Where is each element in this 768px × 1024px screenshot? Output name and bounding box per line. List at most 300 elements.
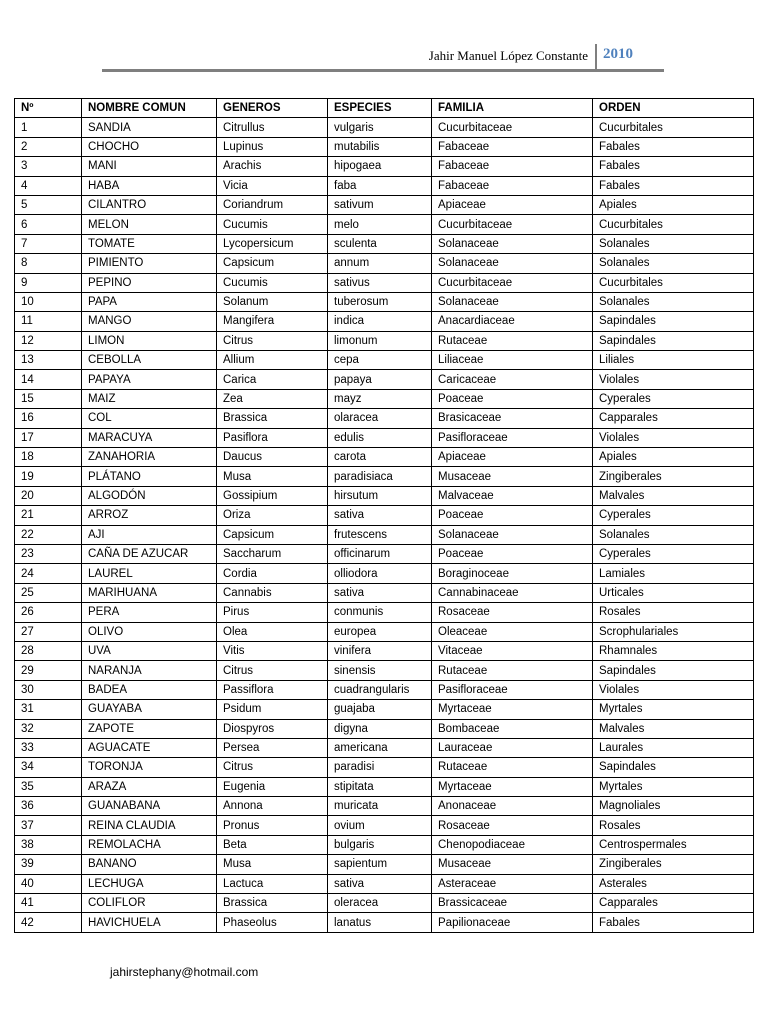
column-header-number: Nº	[15, 99, 82, 118]
cell-genus: Vitis	[217, 641, 328, 660]
table-row	[15, 331, 754, 350]
table-row	[15, 680, 754, 699]
cell-order: Cucurbitales	[593, 118, 754, 137]
column-header-common-name: NOMBRE COMUN	[82, 99, 217, 118]
cell-common-name: PERA	[82, 603, 217, 622]
cell-order: Fabales	[593, 176, 754, 195]
cell-common-name: UVA	[82, 641, 217, 660]
cell-number: 17	[15, 428, 82, 447]
table-row	[15, 467, 754, 486]
cell-genus: Solanum	[217, 292, 328, 311]
table-row	[15, 777, 754, 796]
table-row	[15, 894, 754, 913]
cell-number: 22	[15, 525, 82, 544]
table-row	[15, 409, 754, 428]
cell-number: 34	[15, 758, 82, 777]
cell-family: Myrtaceae	[432, 777, 593, 796]
table-row	[15, 583, 754, 602]
cell-family: Pasifloraceae	[432, 428, 593, 447]
table-row	[15, 370, 754, 389]
table-row	[15, 603, 754, 622]
cell-genus: Pasiflora	[217, 428, 328, 447]
cell-genus: Citrus	[217, 758, 328, 777]
cell-genus: Olea	[217, 622, 328, 641]
cell-order: Scrophulariales	[593, 622, 754, 641]
cell-number: 21	[15, 506, 82, 525]
cell-common-name: BADEA	[82, 680, 217, 699]
cell-number: 14	[15, 370, 82, 389]
cell-common-name: PLÁTANO	[82, 467, 217, 486]
cell-species: sativa	[328, 874, 432, 893]
cell-family: Brasicaceae	[432, 409, 593, 428]
cell-order: Centrospermales	[593, 835, 754, 854]
cell-order: Cyperales	[593, 544, 754, 563]
header-rule	[102, 69, 664, 72]
cell-species: paradisi	[328, 758, 432, 777]
cell-species: oleracea	[328, 894, 432, 913]
cell-genus: Psidum	[217, 700, 328, 719]
cell-common-name: CAÑA DE AZUCAR	[82, 544, 217, 563]
table-row	[15, 913, 754, 932]
cell-number: 40	[15, 874, 82, 893]
cell-species: olliodora	[328, 564, 432, 583]
table-row	[15, 719, 754, 738]
cell-family: Apiaceae	[432, 195, 593, 214]
cell-family: Malvaceae	[432, 486, 593, 505]
cell-species: conmunis	[328, 603, 432, 622]
cell-common-name: MAIZ	[82, 389, 217, 408]
author-name: Jahir Manuel López Constante	[428, 48, 588, 63]
cell-number: 32	[15, 719, 82, 738]
cell-genus: Saccharum	[217, 544, 328, 563]
cell-species: sativa	[328, 506, 432, 525]
cell-species: cepa	[328, 351, 432, 370]
cell-species: sinensis	[328, 661, 432, 680]
table-header-row	[15, 99, 754, 118]
cell-family: Myrtaceae	[432, 700, 593, 719]
cell-common-name: MELON	[82, 215, 217, 234]
table-row	[15, 855, 754, 874]
table-row	[15, 351, 754, 370]
cell-family: Cucurbitaceae	[432, 215, 593, 234]
cell-common-name: AJI	[82, 525, 217, 544]
cell-number: 1	[15, 118, 82, 137]
table-row	[15, 816, 754, 835]
cell-order: Violales	[593, 428, 754, 447]
cell-number: 12	[15, 331, 82, 350]
cell-genus: Eugenia	[217, 777, 328, 796]
cell-family: Musaceae	[432, 855, 593, 874]
cell-genus: Zea	[217, 389, 328, 408]
cell-family: Rutaceae	[432, 661, 593, 680]
cell-order: Fabales	[593, 157, 754, 176]
cell-common-name: CHOCHO	[82, 137, 217, 156]
cell-number: 4	[15, 176, 82, 195]
table-row	[15, 176, 754, 195]
cell-family: Rosaceae	[432, 603, 593, 622]
cell-genus: Pirus	[217, 603, 328, 622]
cell-family: Anonaceae	[432, 797, 593, 816]
cell-common-name: PAPA	[82, 292, 217, 311]
table-row	[15, 641, 754, 660]
cell-genus: Mangifera	[217, 312, 328, 331]
cell-family: Rosaceae	[432, 816, 593, 835]
cell-number: 38	[15, 835, 82, 854]
cell-species: paradisiaca	[328, 467, 432, 486]
cell-species: faba	[328, 176, 432, 195]
cell-order: Rosales	[593, 816, 754, 835]
cell-order: Sapindales	[593, 312, 754, 331]
cell-species: bulgaris	[328, 835, 432, 854]
cell-order: Malvales	[593, 486, 754, 505]
cell-family: Poaceae	[432, 544, 593, 563]
cell-number: 8	[15, 254, 82, 273]
cell-genus: Lupinus	[217, 137, 328, 156]
cell-species: indica	[328, 312, 432, 331]
cell-order: Solanales	[593, 254, 754, 273]
cell-family: Solanaceae	[432, 292, 593, 311]
cell-order: Cyperales	[593, 389, 754, 408]
cell-family: Lauraceae	[432, 738, 593, 757]
table-row	[15, 661, 754, 680]
cell-order: Cucurbitales	[593, 273, 754, 292]
cell-common-name: ALGODÓN	[82, 486, 217, 505]
cell-genus: Persea	[217, 738, 328, 757]
cell-genus: Brassica	[217, 409, 328, 428]
cell-number: 18	[15, 448, 82, 467]
cell-number: 30	[15, 680, 82, 699]
table-row	[15, 312, 754, 331]
table-row	[15, 544, 754, 563]
cell-species: sativum	[328, 195, 432, 214]
cell-species: hipogaea	[328, 157, 432, 176]
cell-family: Poaceae	[432, 389, 593, 408]
cell-order: Magnoliales	[593, 797, 754, 816]
species-table-body	[15, 118, 754, 932]
cell-species: melo	[328, 215, 432, 234]
cell-common-name: MANI	[82, 157, 217, 176]
table-row	[15, 564, 754, 583]
cell-species: carota	[328, 448, 432, 467]
header-divider	[595, 44, 597, 72]
cell-genus: Musa	[217, 467, 328, 486]
cell-family: Oleaceae	[432, 622, 593, 641]
cell-order: Rosales	[593, 603, 754, 622]
table-row	[15, 525, 754, 544]
cell-genus: Allium	[217, 351, 328, 370]
cell-species: digyna	[328, 719, 432, 738]
cell-genus: Arachis	[217, 157, 328, 176]
cell-species: americana	[328, 738, 432, 757]
column-header-genus: GENEROS	[217, 99, 328, 118]
cell-genus: Cannabis	[217, 583, 328, 602]
cell-common-name: GUANABANA	[82, 797, 217, 816]
cell-common-name: REMOLACHA	[82, 835, 217, 854]
cell-family: Apiaceae	[432, 448, 593, 467]
cell-species: officinarum	[328, 544, 432, 563]
cell-family: Anacardiaceae	[432, 312, 593, 331]
cell-common-name: OLIVO	[82, 622, 217, 641]
cell-species: sativus	[328, 273, 432, 292]
cell-order: Cucurbitales	[593, 215, 754, 234]
cell-common-name: TOMATE	[82, 234, 217, 253]
cell-genus: Carica	[217, 370, 328, 389]
cell-species: vinifera	[328, 641, 432, 660]
cell-common-name: LAUREL	[82, 564, 217, 583]
table-row	[15, 700, 754, 719]
cell-species: tuberosum	[328, 292, 432, 311]
table-row	[15, 428, 754, 447]
cell-family: Cucurbitaceae	[432, 118, 593, 137]
cell-common-name: MARIHUANA	[82, 583, 217, 602]
cell-species: limonum	[328, 331, 432, 350]
cell-genus: Cordia	[217, 564, 328, 583]
cell-genus: Brassica	[217, 894, 328, 913]
cell-number: 11	[15, 312, 82, 331]
cell-number: 9	[15, 273, 82, 292]
cell-genus: Daucus	[217, 448, 328, 467]
cell-family: Bombaceae	[432, 719, 593, 738]
cell-genus: Phaseolus	[217, 913, 328, 932]
cell-number: 36	[15, 797, 82, 816]
cell-species: frutescens	[328, 525, 432, 544]
cell-order: Sapindales	[593, 331, 754, 350]
cell-order: Liliales	[593, 351, 754, 370]
cell-common-name: ZAPOTE	[82, 719, 217, 738]
column-header-species: ESPECIES	[328, 99, 432, 118]
cell-order: Violales	[593, 680, 754, 699]
cell-species: vulgaris	[328, 118, 432, 137]
cell-number: 20	[15, 486, 82, 505]
cell-order: Asterales	[593, 874, 754, 893]
cell-order: Sapindales	[593, 758, 754, 777]
cell-family: Cucurbitaceae	[432, 273, 593, 292]
cell-number: 10	[15, 292, 82, 311]
cell-number: 28	[15, 641, 82, 660]
cell-number: 6	[15, 215, 82, 234]
cell-order: Apiales	[593, 448, 754, 467]
cell-common-name: LECHUGA	[82, 874, 217, 893]
table-row	[15, 835, 754, 854]
cell-genus: Lactuca	[217, 874, 328, 893]
cell-genus: Citrus	[217, 661, 328, 680]
cell-number: 29	[15, 661, 82, 680]
table-row	[15, 874, 754, 893]
table-row	[15, 486, 754, 505]
cell-common-name: ARAZA	[82, 777, 217, 796]
cell-species: cuadrangularis	[328, 680, 432, 699]
cell-common-name: LIMON	[82, 331, 217, 350]
cell-number: 39	[15, 855, 82, 874]
cell-genus: Citrus	[217, 331, 328, 350]
table-row	[15, 137, 754, 156]
cell-species: annum	[328, 254, 432, 273]
cell-common-name: COL	[82, 409, 217, 428]
cell-order: Violales	[593, 370, 754, 389]
cell-species: sativa	[328, 583, 432, 602]
cell-genus: Passiflora	[217, 680, 328, 699]
cell-order: Malvales	[593, 719, 754, 738]
cell-common-name: PAPAYA	[82, 370, 217, 389]
cell-genus: Capsicum	[217, 525, 328, 544]
table-row	[15, 622, 754, 641]
cell-common-name: SANDIA	[82, 118, 217, 137]
species-table	[14, 98, 754, 933]
cell-genus: Gossipium	[217, 486, 328, 505]
cell-number: 35	[15, 777, 82, 796]
cell-genus: Vicia	[217, 176, 328, 195]
cell-number: 16	[15, 409, 82, 428]
cell-common-name: CEBOLLA	[82, 351, 217, 370]
cell-family: Poaceae	[432, 506, 593, 525]
table-row	[15, 797, 754, 816]
cell-family: Papilionaceae	[432, 913, 593, 932]
cell-genus: Musa	[217, 855, 328, 874]
cell-species: mayz	[328, 389, 432, 408]
cell-order: Solanales	[593, 234, 754, 253]
cell-common-name: HABA	[82, 176, 217, 195]
cell-order: Capparales	[593, 894, 754, 913]
column-header-order: ORDEN	[593, 99, 754, 118]
cell-number: 19	[15, 467, 82, 486]
cell-family: Solanaceae	[432, 525, 593, 544]
contact-email: jahirstephany@hotmail.com	[110, 965, 259, 979]
table-row	[15, 506, 754, 525]
cell-common-name: NARANJA	[82, 661, 217, 680]
cell-genus: Capsicum	[217, 254, 328, 273]
cell-family: Solanaceae	[432, 254, 593, 273]
cell-family: Liliaceae	[432, 351, 593, 370]
table-row	[15, 389, 754, 408]
cell-common-name: COLIFLOR	[82, 894, 217, 913]
cell-species: guajaba	[328, 700, 432, 719]
cell-species: ovium	[328, 816, 432, 835]
table-row	[15, 118, 754, 137]
table-row	[15, 195, 754, 214]
cell-number: 26	[15, 603, 82, 622]
cell-family: Boraginoceae	[432, 564, 593, 583]
cell-number: 42	[15, 913, 82, 932]
cell-family: Caricaceae	[432, 370, 593, 389]
cell-order: Zingiberales	[593, 855, 754, 874]
table-row	[15, 738, 754, 757]
cell-number: 15	[15, 389, 82, 408]
cell-family: Brassicaceae	[432, 894, 593, 913]
cell-number: 37	[15, 816, 82, 835]
table-row	[15, 292, 754, 311]
cell-number: 13	[15, 351, 82, 370]
cell-common-name: MARACUYA	[82, 428, 217, 447]
cell-common-name: HAVICHUELA	[82, 913, 217, 932]
cell-family: Rutaceae	[432, 331, 593, 350]
column-header-family: FAMILIA	[432, 99, 593, 118]
cell-genus: Beta	[217, 835, 328, 854]
cell-number: 24	[15, 564, 82, 583]
cell-order: Capparales	[593, 409, 754, 428]
cell-number: 41	[15, 894, 82, 913]
cell-common-name: TORONJA	[82, 758, 217, 777]
table-row	[15, 273, 754, 292]
cell-common-name: GUAYABA	[82, 700, 217, 719]
cell-order: Myrtales	[593, 777, 754, 796]
cell-order: Apiales	[593, 195, 754, 214]
cell-genus: Pronus	[217, 816, 328, 835]
cell-number: 23	[15, 544, 82, 563]
cell-order: Zingiberales	[593, 467, 754, 486]
cell-common-name: AGUACATE	[82, 738, 217, 757]
cell-genus: Citrullus	[217, 118, 328, 137]
cell-number: 25	[15, 583, 82, 602]
cell-number: 31	[15, 700, 82, 719]
cell-family: Cannabinaceae	[432, 583, 593, 602]
cell-family: Pasifloraceae	[432, 680, 593, 699]
cell-genus: Diospyros	[217, 719, 328, 738]
cell-order: Fabales	[593, 137, 754, 156]
cell-common-name: MANGO	[82, 312, 217, 331]
cell-number: 3	[15, 157, 82, 176]
cell-family: Solanaceae	[432, 234, 593, 253]
cell-order: Sapindales	[593, 661, 754, 680]
cell-genus: Oriza	[217, 506, 328, 525]
cell-common-name: PEPINO	[82, 273, 217, 292]
cell-common-name: CILANTRO	[82, 195, 217, 214]
table-row	[15, 215, 754, 234]
cell-species: sculenta	[328, 234, 432, 253]
cell-family: Musaceae	[432, 467, 593, 486]
cell-order: Urticales	[593, 583, 754, 602]
cell-family: Asteraceae	[432, 874, 593, 893]
cell-family: Fabaceae	[432, 157, 593, 176]
cell-common-name: PIMIENTO	[82, 254, 217, 273]
cell-family: Vitaceae	[432, 641, 593, 660]
cell-genus: Lycopersicum	[217, 234, 328, 253]
cell-order: Cyperales	[593, 506, 754, 525]
cell-genus: Annona	[217, 797, 328, 816]
cell-number: 27	[15, 622, 82, 641]
cell-order: Solanales	[593, 525, 754, 544]
cell-order: Myrtales	[593, 700, 754, 719]
cell-genus: Coriandrum	[217, 195, 328, 214]
cell-species: europea	[328, 622, 432, 641]
cell-genus: Cucumis	[217, 273, 328, 292]
cell-number: 33	[15, 738, 82, 757]
cell-species: muricata	[328, 797, 432, 816]
cell-common-name: REINA CLAUDIA	[82, 816, 217, 835]
cell-species: edulis	[328, 428, 432, 447]
cell-family: Fabaceae	[432, 137, 593, 156]
cell-species: olaracea	[328, 409, 432, 428]
cell-number: 5	[15, 195, 82, 214]
table-row	[15, 157, 754, 176]
cell-family: Chenopodiaceae	[432, 835, 593, 854]
cell-order: Lamiales	[593, 564, 754, 583]
cell-family: Fabaceae	[432, 176, 593, 195]
cell-common-name: BANANO	[82, 855, 217, 874]
cell-order: Rhamnales	[593, 641, 754, 660]
table-row	[15, 254, 754, 273]
table-row	[15, 234, 754, 253]
cell-species: sapientum	[328, 855, 432, 874]
table-row	[15, 758, 754, 777]
cell-number: 2	[15, 137, 82, 156]
cell-common-name: ZANAHORIA	[82, 448, 217, 467]
cell-number: 7	[15, 234, 82, 253]
cell-species: hirsutum	[328, 486, 432, 505]
page-header	[102, 44, 664, 72]
cell-species: papaya	[328, 370, 432, 389]
cell-common-name: ARROZ	[82, 506, 217, 525]
cell-species: stipitata	[328, 777, 432, 796]
